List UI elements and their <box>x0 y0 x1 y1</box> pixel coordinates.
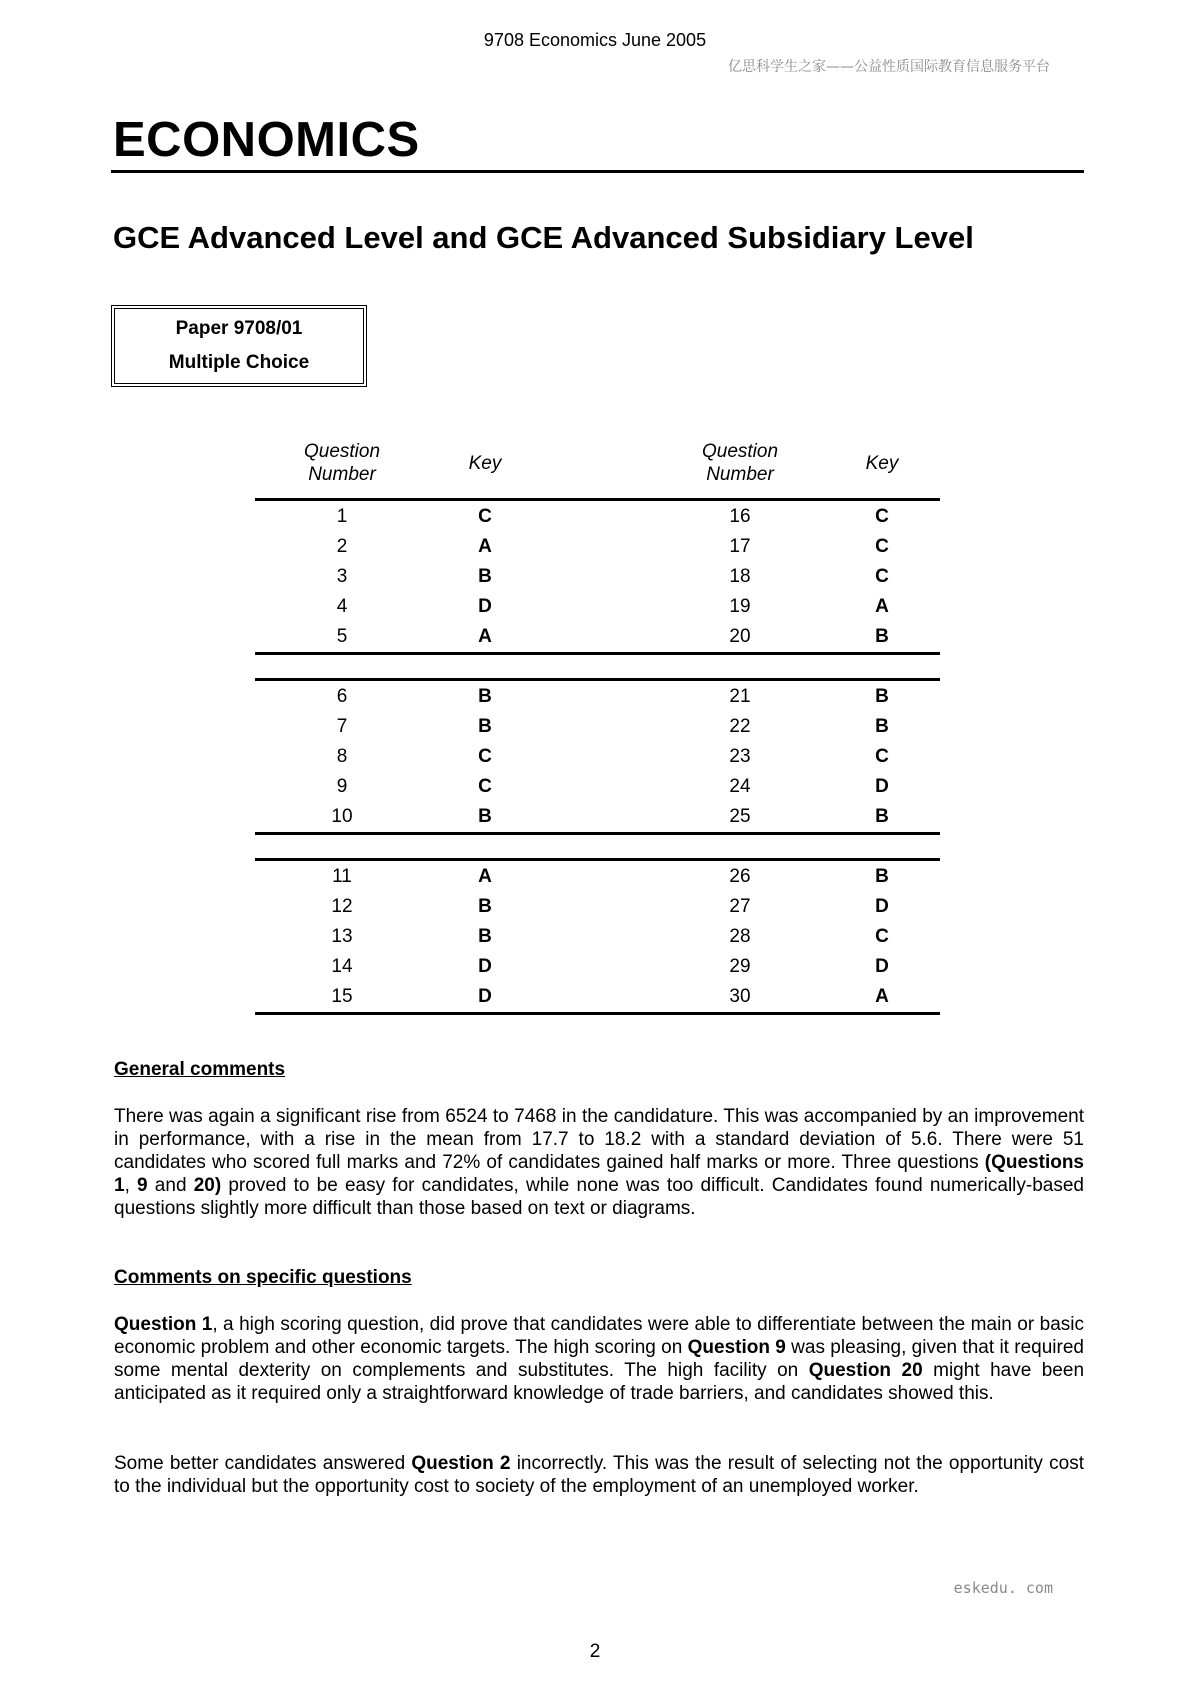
answer-key-cell: D <box>478 986 492 1007</box>
answer-key-cell: C <box>875 926 889 947</box>
question-number-cell: 9 <box>336 776 348 797</box>
specific-comments-paragraph-2: Some better candidates answered Question 2 incorrectly. This was the result of selecting not the opportunity cost to the individual but the opportunity cost to society of the employment of an unemployed worker. <box>114 1453 1084 1497</box>
question-number-cell: 8 <box>336 746 348 767</box>
answer-key-cell: D <box>875 776 889 797</box>
answer-key-cell: B <box>478 566 492 587</box>
answer-key-cell: B <box>875 716 889 737</box>
question-number-cell: 24 <box>729 776 751 797</box>
question-number-cell: 18 <box>729 566 751 587</box>
answer-key-cell: A <box>478 626 492 647</box>
answer-key-cell: B <box>478 716 492 737</box>
answer-key-cell: C <box>478 746 492 767</box>
answer-key-cell: D <box>875 956 889 977</box>
page-number: 2 <box>589 1641 601 1662</box>
answer-key-cell: B <box>875 686 889 707</box>
answer-key-cell: B <box>478 806 492 827</box>
question-number-cell: 5 <box>336 626 348 647</box>
answer-key-cell: A <box>478 866 492 887</box>
answer-key-cell: D <box>875 896 889 917</box>
question-number-cell: 11 <box>332 866 352 887</box>
answer-key-cell: C <box>478 506 492 527</box>
question-number-cell: 22 <box>729 716 751 737</box>
question-number-cell: 21 <box>729 686 751 707</box>
question-number-cell: 20 <box>729 626 751 647</box>
answer-key-cell: A <box>875 596 889 617</box>
table-rule <box>255 498 940 501</box>
question-number-cell: 26 <box>729 866 751 887</box>
document-subtitle: GCE Advanced Level and GCE Advanced Subsidiary Level <box>113 220 974 255</box>
answer-key-cell: A <box>478 536 492 557</box>
question-number-cell: 30 <box>729 986 751 1007</box>
question-number-cell: 14 <box>331 956 353 977</box>
question-number-cell: 29 <box>729 956 751 977</box>
answer-key-cell: C <box>875 506 889 527</box>
question-number-cell: 15 <box>331 986 353 1007</box>
specific-comments-heading: Comments on specific questions <box>114 1267 412 1288</box>
question-number-cell: 16 <box>729 506 751 527</box>
page-header-title: 9708 Economics June 2005 <box>483 30 707 50</box>
column-header-question-number-left: Question Number <box>303 441 381 485</box>
footer-watermark: eskedu. com <box>953 1579 1053 1597</box>
question-number-cell: 23 <box>729 746 751 767</box>
table-rule <box>255 1012 940 1015</box>
paper-type: Multiple Choice <box>168 352 310 373</box>
table-rule <box>255 678 940 681</box>
question-number-cell: 17 <box>729 536 751 557</box>
question-number-cell: 3 <box>336 566 348 587</box>
general-comments-heading: General comments <box>114 1059 286 1080</box>
answer-key-cell: C <box>875 566 889 587</box>
answer-key-cell: B <box>478 896 492 917</box>
answer-key-cell: C <box>875 536 889 557</box>
table-rule <box>255 652 940 655</box>
question-number-cell: 19 <box>729 596 751 617</box>
title-divider <box>111 170 1084 173</box>
paper-info-box <box>111 305 367 387</box>
question-number-cell: 27 <box>729 896 751 917</box>
answer-key-cell: C <box>478 776 492 797</box>
question-number-cell: 25 <box>729 806 751 827</box>
question-number-cell: 2 <box>336 536 348 557</box>
specific-comments-paragraph-1: Question 1, a high scoring question, did prove that candidates were able to differentiate between the main or basic economic problem and other economic targets. The high scoring on Question 9 was pleasing, given that it required some mental dexterity on complements and substitutes. The high facility on Question 20 might have been anticipated as it required only a straightforward knowledge of trade barriers, and candidates showed this. <box>114 1314 1085 1404</box>
question-number-cell: 12 <box>331 896 353 917</box>
question-number-cell: 10 <box>331 806 353 827</box>
answer-key-cell: C <box>875 746 889 767</box>
question-number-cell: 4 <box>336 596 348 617</box>
answer-key-cell: D <box>478 956 492 977</box>
answer-key-cell: B <box>478 926 492 947</box>
answer-key-cell: D <box>478 596 492 617</box>
answer-key-cell: B <box>875 626 889 647</box>
document-title: ECONOMICS <box>113 113 420 167</box>
table-rule <box>255 858 940 861</box>
question-number-cell: 1 <box>336 506 348 527</box>
column-header-key-right: Key <box>865 453 899 474</box>
table-rule <box>255 832 940 835</box>
paper-code: Paper 9708/01 <box>175 318 303 339</box>
answer-key-cell: B <box>875 866 889 887</box>
question-number-cell: 28 <box>729 926 751 947</box>
answer-key-cell: A <box>875 986 889 1007</box>
question-number-cell: 13 <box>331 926 353 947</box>
column-header-key-left: Key <box>468 453 502 474</box>
answer-key-cell: B <box>875 806 889 827</box>
question-number-cell: 7 <box>336 716 348 737</box>
question-number-cell: 6 <box>336 686 348 707</box>
watermark-text: 亿思科学生之家——公益性质国际教育信息服务平台 <box>728 59 1050 75</box>
general-comments-paragraph: There was again a significant rise from 6524 to 7468 in the candidature. This was accompanied by an improvement in performance, with a rise in the mean from 17.7 to 18.2 with a standard deviation of 5.6. There were 51 candidates who scored full marks and 72% of candidates gained half marks or more. Three questions (Questions 1, 9 and 20) proved to be easy for candidates, while none was too difficult. Candidates found numerically-based questions slightly more difficult than those based on text or diagrams. <box>114 1106 1084 1219</box>
answer-key-cell: B <box>478 686 492 707</box>
column-header-question-number-right: Question Number <box>701 441 779 485</box>
